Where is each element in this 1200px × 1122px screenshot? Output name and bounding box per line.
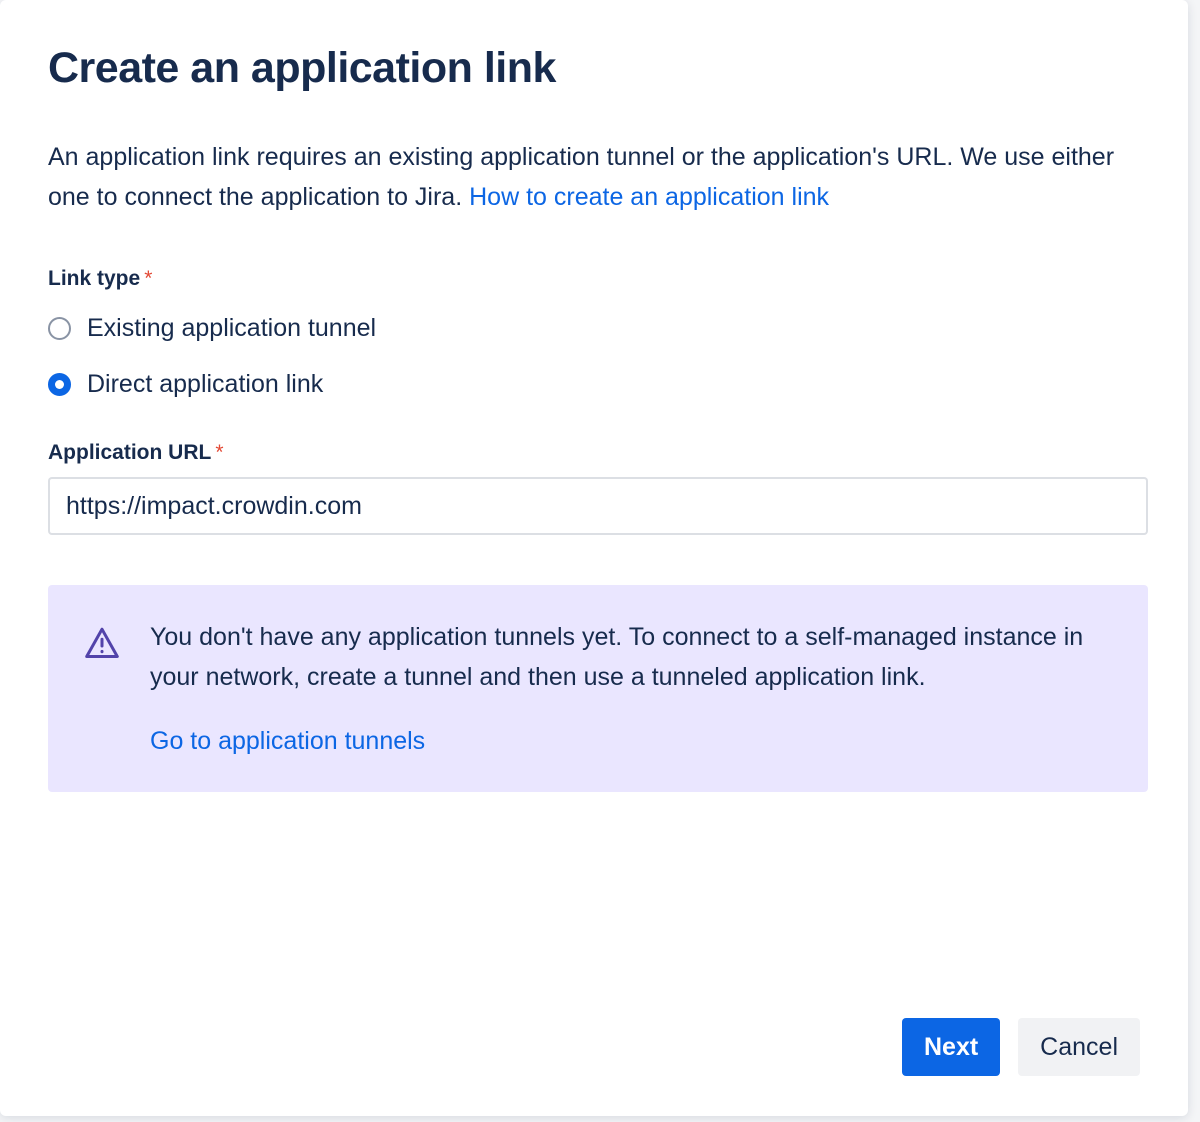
- application-tunnels-notice: [48, 585, 1148, 792]
- cancel-button[interactable]: Cancel: [1018, 1018, 1140, 1076]
- application-url-label: [48, 441, 1140, 465]
- page-title: Create an application link: [48, 44, 556, 92]
- notice-text: You don't have any application tunnels yet. To connect to a self-managed instance in your network, create a tunnel and then use a tunneled application link.: [150, 623, 1084, 692]
- application-url-label-text: Application URL: [48, 441, 212, 465]
- radio-icon-existing-application-tunnel[interactable]: [48, 317, 71, 340]
- application-url-input[interactable]: [48, 477, 1148, 535]
- application-url-required-marker: *: [215, 441, 224, 465]
- radio-label-direct-application-link: Direct application link: [87, 369, 324, 398]
- link-type-label: [48, 267, 1140, 291]
- radio-label-existing-application-tunnel: Existing application tunnel: [87, 313, 377, 342]
- link-type-required-marker: *: [144, 267, 153, 291]
- warning-icon: [84, 625, 120, 661]
- link-type-field: [48, 267, 1140, 409]
- radio-icon-direct-application-link[interactable]: [48, 373, 71, 396]
- radio-option-existing-application-tunnel[interactable]: [48, 303, 1140, 353]
- how-to-create-application-link[interactable]: How to create an application link: [469, 183, 830, 212]
- intro-text-body: An application link requires an existing application tunnel or the application's URL. We use either one to connect the application to Jira.: [48, 143, 1115, 212]
- dialog-footer-actions: [902, 1018, 1140, 1076]
- go-to-application-tunnels-link[interactable]: Go to application tunnels: [150, 727, 426, 756]
- application-url-field: [48, 441, 1140, 535]
- radio-option-direct-application-link[interactable]: [48, 359, 1140, 409]
- notice-body: [150, 617, 1112, 756]
- next-button[interactable]: Next: [902, 1018, 1000, 1076]
- intro-text: [48, 137, 1140, 217]
- link-type-label-text: Link type: [48, 267, 141, 291]
